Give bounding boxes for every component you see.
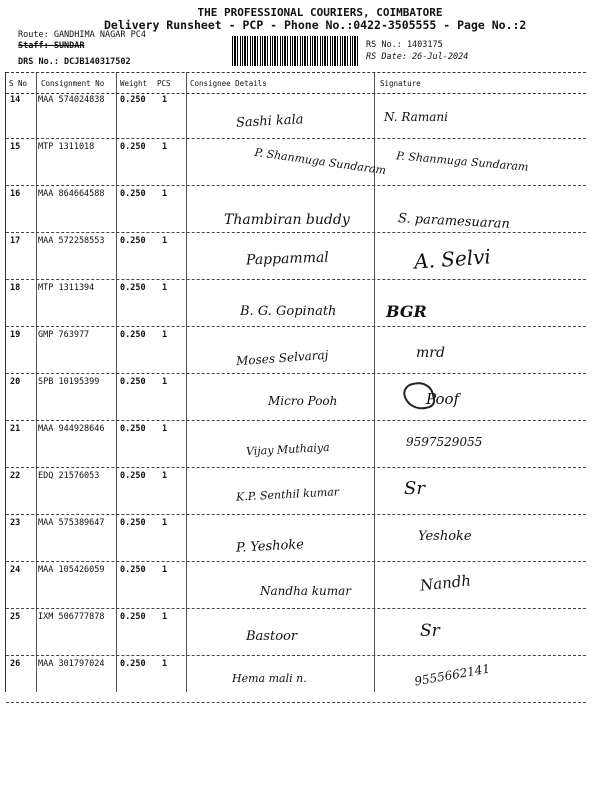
table-row: [6, 139, 586, 186]
consignee-handwriting: Pappammal: [245, 249, 330, 269]
signature-handwriting: S. paramesuaran: [397, 211, 511, 232]
table-row: [6, 421, 586, 468]
consignee-handwriting: Nandha kumar: [260, 584, 352, 598]
row-consignment: MAA 105426059: [38, 565, 105, 575]
row-sno: 22: [10, 471, 21, 481]
row-consignment: GMP 763977: [38, 330, 90, 340]
row-consignment: MAA 572258553: [38, 236, 105, 246]
row-weight: 0.250: [120, 142, 146, 152]
table-row: [6, 233, 586, 280]
signature-handwriting: A. Selvi: [413, 244, 492, 274]
signature-handwriting: P. Shanmuga Sundaram: [395, 149, 529, 174]
row-sno: 20: [10, 377, 21, 387]
row-pcs: 1: [162, 471, 168, 481]
table-row: [6, 280, 586, 327]
row-pcs: 1: [162, 142, 168, 152]
row-pcs: 1: [162, 189, 168, 199]
row-weight: 0.250: [120, 565, 146, 575]
row-weight: 0.250: [120, 283, 146, 293]
row-sno: 25: [10, 612, 21, 622]
consignee-handwriting: K.P. Senthil kumar: [235, 485, 340, 504]
header-signature: Signature: [380, 79, 421, 88]
row-pcs: 1: [162, 424, 168, 434]
row-pcs: 1: [162, 95, 168, 105]
table-row: [6, 374, 586, 421]
signature-handwriting: Sr: [420, 621, 440, 641]
row-consignment: MTP 1311394: [38, 283, 95, 293]
consignee-handwriting: Moses Selvaraj: [235, 347, 329, 369]
table-row: [6, 327, 586, 374]
row-weight: 0.250: [120, 95, 146, 105]
barcode: [232, 36, 360, 66]
row-pcs: 1: [162, 612, 168, 622]
signature-handwriting: Sr: [404, 478, 425, 499]
row-consignment: EDQ 21576053: [38, 471, 100, 481]
consignee-handwriting: Sashi kala: [235, 112, 304, 131]
table-row: [6, 92, 586, 139]
route-label: Route: GANDHIMA NAGAR PC4: [18, 30, 146, 40]
header-sno: S No: [9, 79, 28, 88]
signature-handwriting: mrd: [416, 345, 445, 361]
signature-handwriting: BGR: [386, 302, 427, 321]
row-weight: 0.250: [120, 612, 146, 622]
row-sno: 14: [10, 95, 21, 105]
table-row: [6, 468, 586, 515]
row-consignment: MAA 944928646: [38, 424, 105, 434]
staff-label: Staff: SUNDAR: [18, 41, 85, 51]
row-pcs: 1: [162, 330, 168, 340]
signature-handwriting: Poof: [426, 390, 460, 408]
signature-handwriting: N. Ramani: [384, 110, 448, 124]
row-consignment: MAA 301797024: [38, 659, 105, 669]
header-consignee: Consignee Details: [190, 79, 267, 88]
row-consignment: SPB 10195399: [38, 377, 100, 387]
signature-handwriting: 9597529055: [406, 435, 483, 449]
row-sno: 17: [10, 236, 21, 246]
runsheet-table: [5, 72, 586, 692]
row-weight: 0.250: [120, 236, 146, 246]
row-weight: 0.250: [120, 518, 146, 528]
row-sno: 23: [10, 518, 21, 528]
consignee-handwriting: Vijay Muthaiya: [245, 440, 330, 459]
consignee-handwriting: P. Shanmuga Sundaram: [253, 145, 387, 178]
row-sno: 26: [10, 659, 21, 669]
row-weight: 0.250: [120, 659, 146, 669]
row-consignment: MTP 1311018: [38, 142, 95, 152]
row-consignment: IXM 506777878: [38, 612, 105, 622]
row-pcs: 1: [162, 565, 168, 575]
consignee-handwriting: P. Yeshoke: [235, 537, 305, 556]
row-weight: 0.250: [120, 377, 146, 387]
row-weight: 0.250: [120, 424, 146, 434]
row-weight: 0.250: [120, 471, 146, 481]
company-title: THE PROFESSIONAL COURIERS, COIMBATORE: [197, 6, 443, 19]
consignee-handwriting: Micro Pooh: [268, 394, 338, 408]
header-pcs: PCS: [157, 79, 171, 88]
header-consignment: Consignment No: [41, 79, 105, 88]
table-row: [6, 656, 586, 703]
rs-number: RS No.: 1403175: [366, 40, 443, 50]
row-sno: 16: [10, 189, 21, 199]
table-row: [6, 609, 586, 656]
table-row: [6, 562, 586, 609]
row-consignment: MAA 575389647: [38, 518, 105, 528]
row-sno: 24: [10, 565, 21, 575]
row-pcs: 1: [162, 283, 168, 293]
table-row: [6, 186, 586, 233]
row-weight: 0.250: [120, 189, 146, 199]
table-body: [6, 92, 586, 703]
row-pcs: 1: [162, 659, 168, 669]
consignee-handwriting: Thambiran buddy: [224, 212, 350, 228]
row-sno: 18: [10, 283, 21, 293]
row-weight: 0.250: [120, 330, 146, 340]
row-pcs: 1: [162, 377, 168, 387]
signature-handwriting: Nandh: [419, 571, 472, 595]
row-pcs: 1: [162, 518, 168, 528]
row-consignment: MAA 864664588: [38, 189, 105, 199]
row-consignment: MAA 574024838: [38, 95, 105, 105]
table-row: [6, 515, 586, 562]
consignee-handwriting: B. G. Gopinath: [240, 304, 337, 319]
signature-handwriting: 9555662141: [413, 661, 491, 689]
rs-date: RS Date: 26-Jul-2024: [366, 52, 469, 62]
consignee-handwriting: Hema mali n.: [232, 672, 307, 685]
row-sno: 21: [10, 424, 21, 434]
consignee-handwriting: Bastoor: [246, 629, 298, 644]
signature-handwriting: Yeshoke: [418, 529, 472, 544]
table-header: [6, 72, 586, 94]
drs-number: DRS No.: DCJB140317502: [18, 57, 131, 67]
row-sno: 19: [10, 330, 21, 340]
row-pcs: 1: [162, 236, 168, 246]
header-weight: Weight: [120, 79, 148, 88]
row-sno: 15: [10, 142, 21, 152]
runsheet-title: Delivery Runsheet - PCP - Phone No.:0422-3505555 - Page No.:2: [104, 18, 527, 32]
